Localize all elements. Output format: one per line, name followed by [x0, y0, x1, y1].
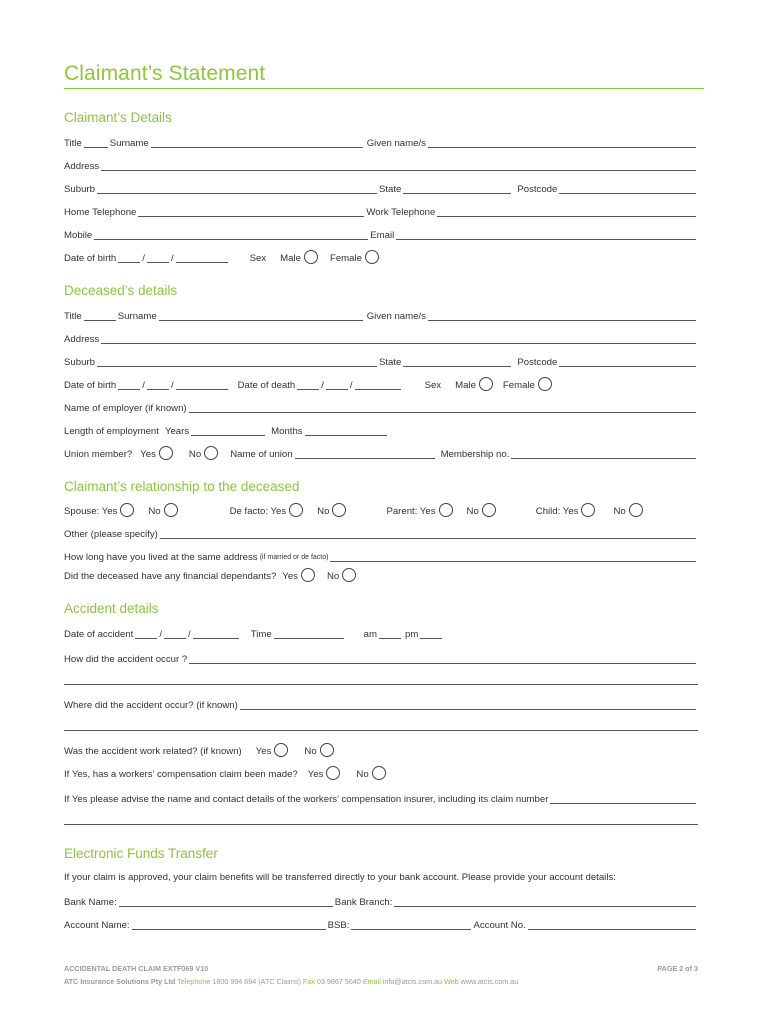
claimant-title-label: Title [64, 138, 82, 149]
claimant-state-field[interactable] [403, 183, 511, 194]
dependants-no-radio[interactable] [342, 568, 356, 582]
deceased-dod-label: Date of death [237, 380, 296, 391]
claimant-female-label: Female [329, 253, 362, 264]
deceased-dod-month-field[interactable] [326, 379, 348, 390]
deceased-address-field[interactable] [101, 333, 696, 344]
claimant-dob-sex-row [64, 249, 698, 265]
deceased-female-radio[interactable] [538, 377, 552, 391]
claimant-email-label: Email [370, 230, 395, 241]
bank-name-field[interactable] [119, 896, 333, 907]
claimant-state-label: State [378, 184, 402, 195]
claimant-surname-field[interactable] [151, 137, 363, 148]
accident-date-month-field[interactable] [164, 628, 186, 639]
fax-value: 03 9867 5640 [316, 977, 361, 986]
telephone-value: 1800 994 694 (ATC Claims) [212, 977, 301, 986]
bsb-label: BSB: [327, 920, 350, 931]
dependants-row [64, 567, 698, 583]
dependants-label: Did the deceased have any financial dependants? [64, 571, 277, 582]
deceased-address-label: Address [64, 334, 100, 345]
insurer-details-row [64, 790, 698, 806]
claimant-work-tel-label: Work Telephone [366, 207, 436, 218]
accident-pm-label: pm [404, 629, 419, 640]
deceased-years-label: Years [164, 426, 190, 437]
deceased-dob-month-field[interactable] [147, 379, 169, 390]
telephone-label: Telephone [177, 977, 211, 986]
deceased-title-field[interactable] [84, 310, 116, 321]
deceased-postcode-label: Postcode [517, 357, 558, 368]
union-yes-radio[interactable] [159, 446, 173, 460]
claimant-male-radio[interactable] [304, 250, 318, 264]
defacto-no-label: No [317, 506, 330, 517]
deceased-surname-field[interactable] [159, 310, 363, 321]
deceased-employer-row [64, 399, 698, 415]
deceased-union-row [64, 445, 698, 461]
claimant-address-field[interactable] [101, 160, 696, 171]
claimant-dob-month-field[interactable] [147, 252, 169, 263]
footer-meta [64, 964, 698, 973]
accident-how-field[interactable] [189, 653, 696, 664]
deceased-employment-length-row [64, 422, 698, 438]
parent-no-radio[interactable] [482, 503, 496, 517]
accident-date-label: Date of accident [64, 629, 134, 640]
page-number: PAGE 2 of 3 [657, 964, 698, 973]
insurer-details-label: If Yes please advise the name and contact details of the workers’ compensation insurer, including its claim number [64, 794, 549, 805]
child-no-label: No [613, 506, 626, 517]
deceased-given-label: Given name/s [366, 311, 426, 322]
date-separator: / [321, 380, 324, 391]
deceased-union-label: Union member? [64, 449, 133, 460]
claimant-dob-day-field[interactable] [118, 252, 140, 263]
claimant-name-row [64, 134, 698, 150]
deceased-suburb-label: Suburb [64, 357, 95, 368]
membership-no-field[interactable] [511, 448, 696, 459]
deceased-dod-year-field[interactable] [355, 379, 401, 390]
accident-work-related-row [64, 742, 698, 758]
deceased-surname-label: Surname [117, 311, 157, 322]
claimant-sex-label: Sex [249, 253, 267, 264]
deceased-female-label: Female [502, 380, 535, 391]
accident-where-field[interactable] [240, 699, 696, 710]
claimant-suburb-row [64, 180, 698, 196]
date-separator: / [142, 380, 145, 391]
deceased-dob-day-field[interactable] [118, 379, 140, 390]
claimant-given-field[interactable] [428, 137, 696, 148]
work-related-yes-radio[interactable] [274, 743, 288, 757]
bank-name-label: Bank Name: [64, 897, 117, 908]
accident-date-year-field[interactable] [193, 628, 239, 639]
claimant-postcode-field[interactable] [559, 183, 696, 194]
compensation-claim-label: If Yes, has a workers’ compensation claim been made? [64, 769, 298, 780]
compensation-no-radio[interactable] [372, 766, 386, 780]
child-no-radio[interactable] [629, 503, 643, 517]
page-title: Claimant’s Statement [64, 62, 266, 85]
date-separator: / [142, 253, 145, 264]
compensation-no-label: No [356, 769, 369, 780]
lived-address-note: (if married or de facto) [259, 554, 329, 561]
compensation-yes-radio[interactable] [326, 766, 340, 780]
claimant-email-field[interactable] [396, 229, 696, 240]
eft-heading: Electronic Funds Transfer [64, 846, 218, 861]
union-no-label: No [188, 449, 202, 460]
deceased-sex-label: Sex [424, 380, 442, 391]
claimant-mobile-label: Mobile [64, 230, 93, 241]
accident-where-field-line-2[interactable] [64, 730, 698, 731]
form-code: ACCIDENTAL DEATH CLAIM EXTF069 V10 [64, 964, 209, 973]
defacto-yes-radio[interactable] [289, 503, 303, 517]
membership-no-label: Membership no. [440, 449, 510, 460]
relationship-heading: Claimant’s relationship to the deceased [64, 479, 300, 494]
claimant-address-row [64, 157, 698, 173]
accident-where-row [64, 696, 698, 712]
defacto-no-radio[interactable] [332, 503, 346, 517]
claimant-home-tel-field[interactable] [138, 206, 364, 217]
accident-am-field[interactable] [379, 628, 401, 639]
lived-address-row [64, 548, 698, 564]
compensation-claim-row [64, 765, 698, 781]
accident-am-label: am [363, 629, 377, 640]
deceased-details-heading: Deceased’s details [64, 283, 178, 298]
email-label: Email [362, 977, 381, 986]
deceased-months-label: Months [271, 426, 303, 437]
relationship-type-row [64, 502, 698, 518]
deceased-given-field[interactable] [428, 310, 696, 321]
union-yes-label: Yes [140, 449, 156, 460]
bank-row [64, 893, 698, 909]
relationship-other-row [64, 525, 698, 541]
parent-no-label: No [466, 506, 479, 517]
date-separator: / [188, 629, 191, 640]
dependants-no-label: No [326, 571, 340, 582]
deceased-state-field[interactable] [403, 356, 511, 367]
company-name: ATC Insurance Solutions Pty Ltd [64, 977, 176, 986]
claimant-mobile-field[interactable] [94, 229, 368, 240]
lived-address-field[interactable] [330, 551, 696, 562]
accident-how-row [64, 650, 698, 666]
spouse-no-label: No [148, 506, 161, 517]
claimant-mobile-row [64, 226, 698, 242]
union-no-radio[interactable] [204, 446, 218, 460]
claimant-given-label: Given name/s [366, 138, 426, 149]
defacto-yes-label: De facto: Yes [229, 506, 287, 517]
deceased-dob-year-field[interactable] [176, 379, 228, 390]
email-value[interactable]: info@atcis.com.au [382, 977, 443, 986]
claimant-dob-label: Date of birth [64, 253, 117, 264]
union-name-label: Name of union [230, 449, 293, 460]
lived-address-label: How long have you lived at the same address [64, 552, 258, 563]
deceased-title-label: Title [64, 311, 82, 322]
dependants-yes-label: Yes [282, 571, 298, 582]
fax-label: Fax [302, 977, 315, 986]
account-row [64, 916, 698, 932]
claimant-female-radio[interactable] [365, 250, 379, 264]
claimant-suburb-field[interactable] [97, 183, 377, 194]
account-no-label: Account No. [473, 920, 526, 931]
bank-branch-label: Bank Branch: [334, 897, 393, 908]
deceased-employer-field[interactable] [189, 402, 696, 413]
date-separator: / [159, 629, 163, 640]
bank-branch-field[interactable] [394, 896, 696, 907]
child-yes-label: Child: Yes [535, 506, 579, 517]
deceased-suburb-field[interactable] [97, 356, 377, 367]
spouse-no-radio[interactable] [164, 503, 178, 517]
parent-yes-label: Parent: Yes [386, 506, 436, 517]
accident-time-field[interactable] [274, 628, 344, 639]
date-separator: / [349, 380, 353, 391]
work-related-no-label: No [304, 746, 317, 757]
deceased-male-label: Male [455, 380, 476, 391]
accident-datetime-row [64, 625, 698, 641]
work-related-no-radio[interactable] [320, 743, 334, 757]
account-no-field[interactable] [528, 919, 696, 930]
deceased-state-label: State [378, 357, 402, 368]
date-separator: / [170, 253, 174, 264]
claimant-suburb-label: Suburb [64, 184, 95, 195]
compensation-yes-label: Yes [307, 769, 324, 780]
claimant-male-label: Male [280, 253, 301, 264]
work-related-label: Was the accident work related? (if known) [64, 746, 242, 757]
deceased-address-row [64, 330, 698, 346]
accident-time-label: Time [250, 629, 272, 640]
account-name-label: Account Name: [64, 920, 130, 931]
dependants-yes-radio[interactable] [301, 568, 315, 582]
work-related-yes-label: Yes [255, 746, 272, 757]
date-separator: / [170, 380, 174, 391]
insurer-details-field-line-2[interactable] [64, 824, 698, 825]
spouse-yes-radio[interactable] [120, 503, 134, 517]
deceased-dob-label: Date of birth [64, 380, 117, 391]
relationship-other-label: Other (please specify) [64, 529, 158, 540]
claimant-address-label: Address [64, 161, 100, 172]
claimant-details-heading: Claimant’s Details [64, 110, 172, 125]
child-yes-radio[interactable] [581, 503, 595, 517]
deceased-months-field[interactable] [305, 425, 387, 436]
web-value[interactable]: www.atcis.com.au [460, 977, 519, 986]
accident-how-field-line-2[interactable] [64, 684, 698, 685]
account-name-field[interactable] [132, 919, 326, 930]
union-name-field[interactable] [295, 448, 435, 459]
deceased-employer-label: Name of employer (if known) [64, 403, 187, 414]
insurer-details-field[interactable] [550, 793, 696, 804]
accident-pm-field[interactable] [420, 628, 442, 639]
claimant-work-tel-field[interactable] [437, 206, 696, 217]
eft-intro-text: If your claim is approved, your claim benefits will be transferred directly to your bank account. Please provide your account details: [64, 872, 616, 883]
title-divider [64, 88, 704, 89]
accident-where-label: Where did the accident occur? (if known) [64, 700, 238, 711]
claimant-postcode-label: Postcode [517, 184, 558, 195]
accident-details-heading: Accident details [64, 601, 159, 616]
deceased-length-label: Length of employment [64, 426, 159, 437]
claimant-surname-label: Surname [109, 138, 149, 149]
deceased-years-field[interactable] [191, 425, 265, 436]
web-label: Web [444, 977, 459, 986]
accident-date-day-field[interactable] [135, 628, 157, 639]
deceased-dates-row [64, 376, 698, 392]
relationship-other-field[interactable] [160, 528, 696, 539]
claimant-phone-row [64, 203, 698, 219]
footer-contact [64, 977, 704, 986]
accident-how-label: How did the accident occur ? [64, 654, 188, 665]
deceased-suburb-row [64, 353, 698, 369]
deceased-name-row [64, 307, 698, 323]
parent-yes-radio[interactable] [439, 503, 453, 517]
spouse-yes-label: Spouse: Yes [64, 506, 118, 517]
claimant-dob-year-field[interactable] [176, 252, 228, 263]
claimant-home-tel-label: Home Telephone [64, 207, 137, 218]
deceased-postcode-field[interactable] [559, 356, 696, 367]
deceased-dod-day-field[interactable] [297, 379, 319, 390]
deceased-male-radio[interactable] [479, 377, 493, 391]
claimant-title-field[interactable] [84, 137, 108, 148]
bsb-field[interactable] [351, 919, 471, 930]
